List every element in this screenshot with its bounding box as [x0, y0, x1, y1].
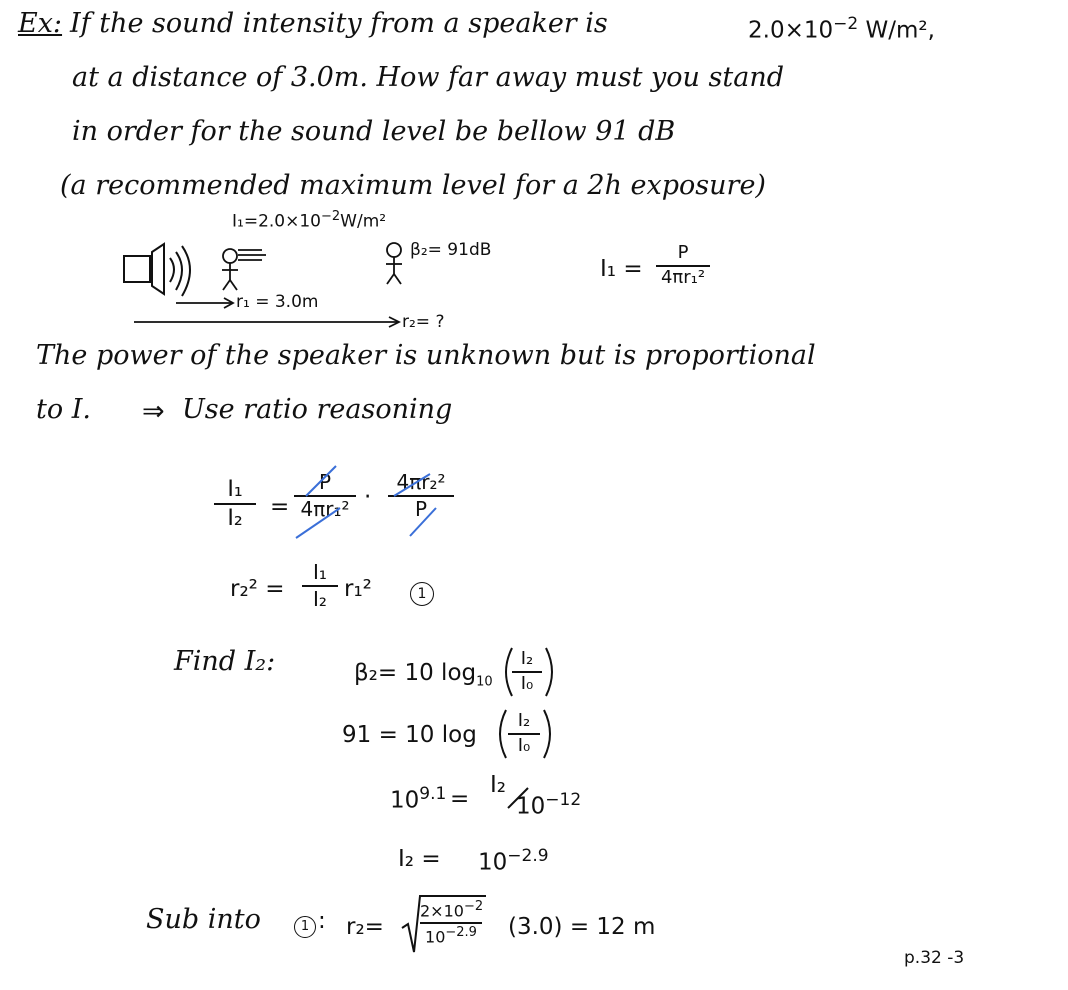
r2-final-rhs: (3.0) = 12 m — [508, 914, 656, 940]
find-i2-label: Find I₂: — [174, 646, 276, 677]
r2-final-lhs: r₂= — [346, 914, 384, 940]
sub-into-label: Sub into — [146, 904, 261, 935]
problem-line-3: in order for the sound level be bellow 91 dB — [72, 116, 676, 147]
power-of-ten-denominator: $10^{-12}$ — [516, 790, 582, 820]
cancel-marks — [296, 466, 436, 538]
ratio-equals: = — [270, 494, 290, 520]
listener-1-icon — [222, 249, 266, 290]
decibel-equation-2-fraction: I₂ I₀ — [508, 712, 540, 756]
i2-result-rhs: $10^{-2.9}$ — [478, 846, 549, 876]
explanation-line-1: The power of the speaker is unknown but is proportional — [36, 340, 816, 371]
sub-into-colon: : — [318, 908, 326, 934]
page-reference: p.32 -3 — [904, 948, 965, 968]
beta2-label: β₂= 91dB — [410, 240, 492, 260]
intensity-value: $2.0\times 10^{-2}$ W/m², — [748, 14, 935, 44]
explanation-line-2b: Use ratio reasoning — [182, 394, 453, 425]
listener-2-icon — [386, 243, 402, 284]
explanation-line-2a: to I. — [36, 394, 91, 425]
speaker-icon — [124, 244, 190, 296]
r1-label: r₁ = 3.0m — [236, 292, 319, 312]
power-of-ten-numerator: I₂ — [490, 772, 507, 798]
example-label: Ex: — [18, 8, 63, 39]
problem-line-1: If the sound intensity from a speaker is — [70, 8, 608, 39]
power-of-ten-lhs: $10^{9.1}$ — [390, 784, 447, 814]
r2-squared-fraction: I₁ I₂ — [302, 562, 338, 610]
power-of-ten-equals: = — [450, 786, 470, 812]
ratio-fraction-2: 4πr₂² P — [388, 472, 454, 520]
i2-result-lhs: I₂ = — [398, 846, 441, 872]
i1-label: $I_1=2.0\times 10^{-2}W/m^2$ — [232, 209, 387, 232]
ratio-dot: · — [364, 484, 372, 510]
implies-arrow: ⇒ — [142, 396, 165, 427]
intensity-formula-denominator: 4πr₁² — [660, 266, 706, 288]
decibel-equation-lhs: β₂= 10 $\log_{10}$ — [354, 660, 493, 690]
r2-arrow — [134, 317, 399, 327]
decibel-equation-2-lhs: 91 = 10 log — [342, 722, 477, 748]
intensity-formula-numerator: P — [677, 242, 689, 263]
problem-line-2: at a distance of 3.0m. How far away must you stand — [72, 62, 784, 93]
decibel-equation-fraction: I₂ I₀ — [512, 650, 542, 694]
log-parentheses — [500, 648, 552, 758]
r1-squared: r₁² — [344, 576, 372, 602]
r2-squared-lhs: r₂² = — [230, 576, 285, 602]
division-slash — [508, 788, 528, 808]
square-root-sign — [402, 896, 486, 952]
ratio-fraction-1: P 4πr₁² — [294, 472, 356, 520]
problem-line-4: (a recommended maximum level for a 2h exposure) — [60, 170, 766, 201]
sqrt-fraction: $2\times 10^{-2}$ $10^{-2.9}$ — [420, 899, 484, 947]
equation-marker-1: 1 — [410, 582, 434, 606]
r1-arrow — [176, 298, 233, 308]
equation-marker-ref: 1 — [294, 916, 316, 938]
r2-label: r₂= ? — [402, 312, 445, 332]
ratio-lhs-fraction: I₁ I₂ — [214, 478, 256, 530]
intensity-formula-lhs: I₁ = — [600, 256, 643, 282]
